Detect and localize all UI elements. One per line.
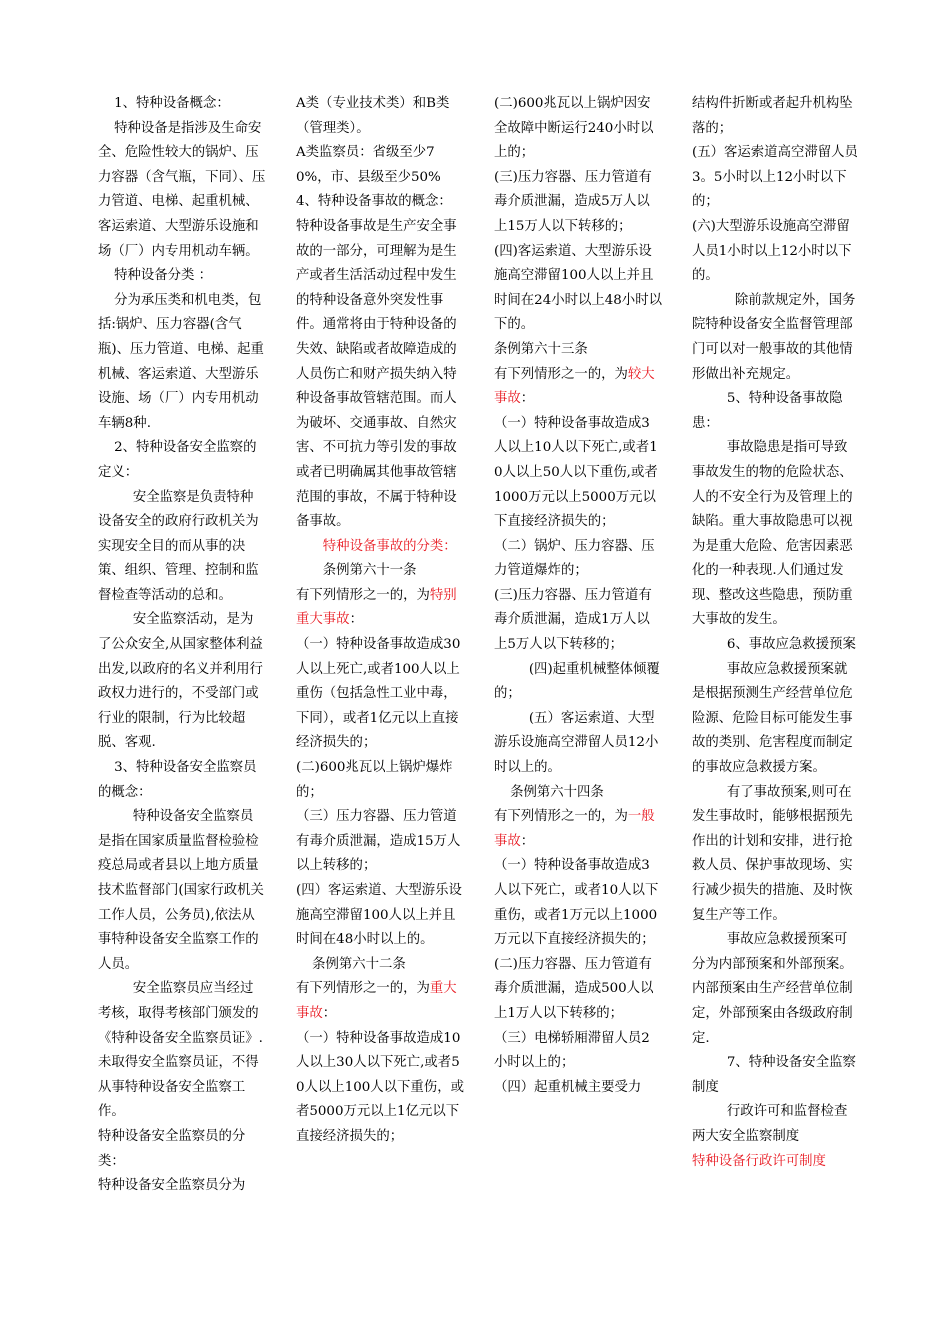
paragraph: 特种设备安全监察员分为 — [98, 1178, 246, 1194]
article-63-highlight: 较大事故 — [494, 366, 655, 407]
article-61-lead-text: 有下列情形之一的，为 — [296, 587, 430, 603]
article-62-lead-text: 有下列情形之一的，为 — [296, 981, 430, 997]
paragraph: 安全监察活动，是为了公众安全,从国家整体利益出发,以政府的名义并利用行政权力进行的，不受部门或行业的限制，行为比较超脱、客观. — [98, 612, 263, 751]
list-item: (四)起重机械整体倾覆的； — [494, 661, 660, 702]
article-64-title: 条例第六十四条 — [510, 784, 604, 800]
paragraph: 特种设备事故是生产安全事故的一部分，可理解为是生产或者生活活动过程中发生的特种设备意外突发性事件。通常将由于特种设备的失效、缺陷或者故障造成的人员伤亡和财产损失纳入特种设备事故管辖范围。而人为破坏、交通事故、自然灾害、不可抗力等引发的事故或者已明确属其他事故管辖范围的事故，不属于特种设备事故。 — [296, 218, 457, 530]
heading-accident-concept: 4、特种设备事故的概念： — [296, 194, 452, 210]
list-item: (四）客运索道、大型游乐设施高空滞留100人以上并且时间在48小时以上的。 — [296, 883, 462, 948]
paragraph: 行政许可和监督检查两大安全监察制度 — [692, 1104, 848, 1144]
paragraph: 特种设备安全监察员的分类： — [98, 1128, 246, 1169]
article-64-lead-text: 有下列情形之一的，为 — [494, 809, 628, 825]
list-item: (二)压力容器、压力管道有毒介质泄漏，造成500人以上1万人以下转移的； — [494, 956, 654, 1021]
paragraph: 安全监察是负责特种设备安全的政府行政机关为实现安全目的而从事的决策、组织、管理、控制和监督检查等活动的总和。 — [98, 489, 259, 603]
heading-concept: 1、特种设备概念： — [114, 96, 230, 111]
paragraph: 特种设备安全监察员是指在国家质量监督检验检疫总局或者县以上地方质量技术监督部门(国家行政机关工作人员，公务员),依法从事特种设备安全监察工作的人员。 — [98, 809, 264, 972]
heading-supervision-system: 7、特种设备安全监察制度 — [692, 1055, 856, 1095]
list-item: （一）特种设备事故造成3人以下死亡，或者10人以下重伤，或者1万元以上1000万元以下直接经济损失的； — [494, 858, 659, 948]
list-item: （四）起重机械主要受力 — [494, 1079, 642, 1095]
paragraph: 分为承压类和机电类，包括:锅炉、压力容器(含气瓶)、压力管道、电梯、起重机械、客运索道、大型游乐设施、场（厂）内专用机动车辆8种. — [98, 292, 264, 431]
article-63-title: 条例第六十三条 — [494, 341, 588, 357]
article-62-colon: ： — [322, 1005, 337, 1021]
article-64-lead — [494, 805, 662, 854]
article-62-lead — [296, 977, 464, 1026]
column-1 — [98, 92, 266, 1199]
paragraph: 除前款规定外，国务院特种设备安全监督管理部门可以对一般事故的其他情形做出补充规定。 — [692, 292, 856, 382]
list-item: (六)大型游乐设施高空滞留人员1小时以上12小时以下的。 — [692, 218, 852, 284]
paragraph: 事故应急救援预案就是根据预测生产经营单位危险源、危险目标可能发生事故的类别、危害程度而制定的事故应急救援方案。 — [692, 661, 853, 776]
heading-licensing-system: 特种设备行政许可制度 — [692, 1153, 826, 1169]
article-61-lead — [296, 584, 464, 633]
heading-accident-classification: 特种设备事故的分类： — [322, 538, 457, 554]
paragraph: 安全监察员应当经过考核，取得考核部门颁发的《特种设备安全监察员证》.未取得安全监察员证，不得从事特种设备安全监察工作。 — [98, 981, 263, 1120]
heading-classification: 特种设备分类 ： — [114, 268, 213, 284]
list-item: (三)压力容器、压力管道有毒介质泄漏，造成5万人以上15万人以下转移的； — [494, 169, 652, 234]
heading-inspector: 3、特种设备安全监察员的概念： — [98, 760, 257, 800]
paragraph: 事故隐患是指可导致事故发生的物的危险状态、人的不安全行为及管理上的缺陷。重大事故隐患可以视为是重大危险、危害因素恶化的一种表现.人们通过发现、整改这些隐患，预防重大事故的发生。 — [692, 440, 853, 628]
list-item: 结构件折断或者起升机构坠落的； — [692, 96, 853, 136]
list-item: （二）锅炉、压力容器、压力管道爆炸的； — [494, 538, 655, 579]
paragraph: 特种设备是指涉及生命安全、危险性较大的锅炉、压力容器（含气瓶，下同）、压力管道、电梯、起重机械、客运索道、大型游乐设施和场（厂）内专用机动车辆。 — [98, 120, 266, 259]
article-61-highlight: 特别重大事故 — [296, 587, 457, 628]
article-63-colon: ： — [520, 391, 535, 407]
list-item: （一）特种设备事故造成10人以上30人以下死亡,或者50人以上100人以下重伤，或者5000万元以上1亿元以下直接经济损失的； — [296, 1030, 464, 1144]
list-item: (五）客运索道、大型游乐设施高空滞留人员12小时以上的。 — [494, 710, 659, 776]
article-64-highlight: 一般事故 — [494, 809, 655, 849]
column-3 — [494, 92, 662, 1100]
list-item: （一）特种设备事故造成3人以上10人以下死亡,或者10人以上50人以下重伤,或者1000万元以上5000万元以下直接经济损失的； — [494, 415, 658, 530]
article-62-highlight: 重大事故 — [296, 981, 457, 1021]
article-61-colon: ： — [349, 612, 363, 628]
article-64-colon: ： — [520, 833, 535, 849]
column-2 — [296, 92, 464, 1150]
article-62-title: 条例第六十二条 — [312, 956, 406, 972]
list-item: (三)压力容器、压力管道有毒介质泄漏，造成1万人以上5万人以下转移的； — [494, 587, 652, 653]
list-item: (四)客运索道、大型游乐设施高空滞留100人以上并且时间在24小时以上48小时以下的。 — [494, 243, 662, 333]
list-item: （三）电梯轿厢滞留人员2小时以上的； — [494, 1030, 650, 1071]
article-61-title: 条例第六十一条 — [322, 563, 417, 579]
list-item: (二)600兆瓦以上锅炉因安全故障中断运行240小时以上的； — [494, 96, 654, 161]
article-63-lead-text: 有下列情形之一的，为 — [494, 366, 628, 382]
paragraph: A类监察员：省级至少70%，市、县级至少50% — [296, 145, 441, 185]
list-item: (二)600兆瓦以上锅炉爆炸的； — [296, 760, 453, 800]
heading-emergency-plan: 6、事故应急救援预案 — [726, 637, 856, 653]
list-item: （一）特种设备事故造成30人以上死亡,或者100人以上重伤（包括急性工业中毒，下同），或者1亿元以上直接经济损失的； — [296, 637, 461, 751]
list-item: （三）压力容器、压力管道有毒介质泄漏，造成15万人以上转移的； — [296, 809, 461, 874]
column-4 — [692, 92, 860, 1174]
heading-hazard: 5、特种设备事故隐患： — [692, 391, 843, 431]
list-item: (五）客运索道高空滞留人员3。5小时以上12小时以下的； — [692, 145, 858, 210]
article-63-lead — [494, 363, 662, 412]
paragraph: 事故应急救援预案可分为内部预案和外部预案。内部预案由生产经营单位制定，外部预案由各级政府制定. — [692, 932, 853, 1046]
paragraph: A类（专业技术类）和B类（管理类）。 — [296, 96, 450, 136]
paragraph: 有了事故预案,则可在发生事故时，能够根据预先作出的计划和安排，进行抢救人员、保护事故现场、实行减少损失的措施、及时恢复生产等工作。 — [692, 784, 853, 923]
heading-definition: 2、特种设备安全监察的定义： — [98, 440, 257, 480]
